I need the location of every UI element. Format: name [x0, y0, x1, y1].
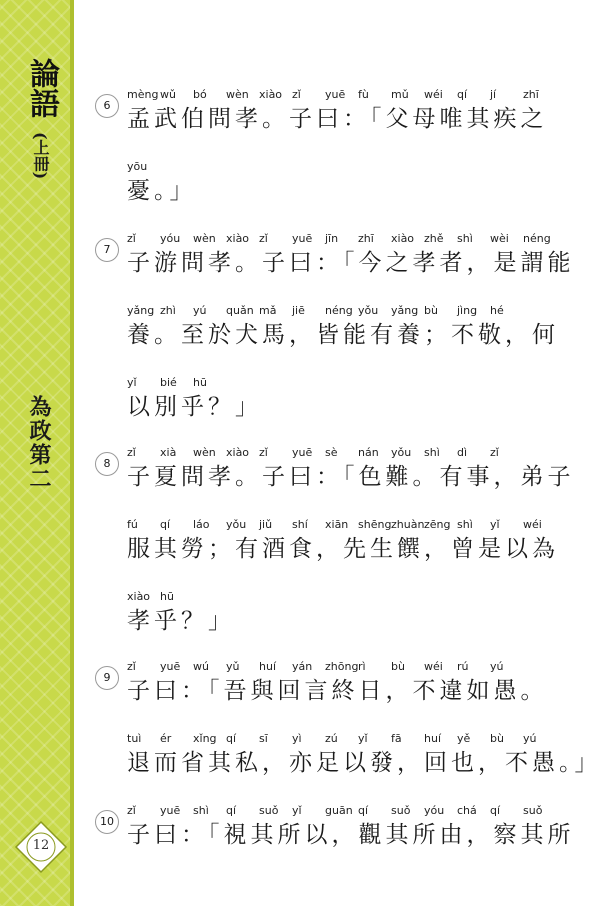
- pinyin-row: [127, 232, 587, 248]
- pinyin-syllable: zēng: [424, 518, 451, 531]
- pinyin-syllable: wèi: [490, 232, 509, 245]
- pinyin-row: [127, 732, 587, 748]
- pinyin-syllable: mèng: [127, 88, 159, 101]
- pinyin-syllable: zhī: [523, 88, 539, 101]
- pinyin-syllable: yě: [457, 732, 471, 745]
- pinyin-syllable: tuì: [127, 732, 142, 745]
- content-area: [95, 0, 602, 906]
- pinyin-syllable: wéi: [424, 88, 443, 101]
- pinyin-syllable: yōu: [127, 160, 148, 173]
- pinyin-syllable: suǒ: [391, 804, 411, 817]
- pinyin-syllable: sè: [325, 446, 338, 459]
- pinyin-syllable: guān: [325, 804, 353, 817]
- pinyin-syllable: qí: [457, 88, 468, 101]
- pinyin-syllable: zhě: [424, 232, 444, 245]
- pinyin-syllable: wéi: [523, 518, 542, 531]
- pinyin-syllable: yǎng: [127, 304, 155, 317]
- pinyin-syllable: hé: [490, 304, 504, 317]
- pinyin-syllable: wèn: [193, 446, 216, 459]
- pinyin-syllable: yǐ: [358, 732, 368, 745]
- pinyin-syllable: hū: [160, 590, 174, 603]
- pinyin-row: [127, 304, 587, 320]
- pinyin-syllable: qí: [226, 732, 237, 745]
- chapter-title: 為政第二: [26, 395, 52, 491]
- pinyin-syllable: shì: [457, 232, 473, 245]
- pinyin-syllable: hū: [193, 376, 207, 389]
- pinyin-syllable: néng: [325, 304, 353, 317]
- pinyin-syllable: sī: [259, 732, 268, 745]
- chinese-text: 憂。」: [127, 178, 197, 204]
- pinyin-syllable: zǐ: [490, 446, 499, 459]
- pinyin-syllable: shì: [424, 446, 440, 459]
- pinyin-syllable: qí: [226, 804, 237, 817]
- pinyin-row: [127, 660, 587, 676]
- pinyin-syllable: bù: [391, 660, 405, 673]
- pinyin-syllable: zhuàn: [391, 518, 425, 531]
- pinyin-syllable: yǒu: [391, 446, 412, 459]
- chinese-text: 服其勞；有酒食，先生饌，曾是以為: [127, 536, 559, 562]
- pinyin-syllable: wèn: [193, 232, 216, 245]
- pinyin-syllable: quǎn: [226, 304, 254, 317]
- page-number: 12: [32, 838, 50, 853]
- pinyin-syllable: mǔ: [391, 88, 409, 101]
- pinyin-syllable: rú: [457, 660, 469, 673]
- pinyin-syllable: yì: [292, 732, 302, 745]
- pinyin-syllable: zhōng: [325, 660, 359, 673]
- pinyin-row: [127, 88, 587, 104]
- pinyin-syllable: fú: [127, 518, 138, 531]
- pinyin-syllable: néng: [523, 232, 551, 245]
- pinyin-syllable: yuē: [160, 660, 181, 673]
- pinyin-syllable: jìng: [457, 304, 478, 317]
- pinyin-row: [127, 376, 587, 392]
- volume-label: (上冊): [31, 132, 50, 180]
- pinyin-syllable: yú: [490, 660, 504, 673]
- pinyin-syllable: suǒ: [259, 804, 279, 817]
- pinyin-syllable: láo: [193, 518, 210, 531]
- pinyin-syllable: zú: [325, 732, 338, 745]
- pinyin-syllable: xiào: [259, 88, 283, 101]
- pinyin-syllable: yuē: [292, 232, 313, 245]
- pinyin-syllable: huí: [424, 732, 441, 745]
- pinyin-syllable: jiǔ: [259, 518, 273, 531]
- pinyin-syllable: shēng: [358, 518, 392, 531]
- pinyin-syllable: zǐ: [127, 232, 136, 245]
- pinyin-syllable: yuē: [325, 88, 346, 101]
- pinyin-syllable: yuē: [292, 446, 313, 459]
- chinese-text: 子曰：「視其所以，觀其所由，察其所: [127, 822, 575, 848]
- chinese-text: 子夏問孝。子曰：「色難。有事，弟子: [127, 464, 575, 490]
- pinyin-syllable: yǒu: [226, 518, 247, 531]
- passage-number: 6: [95, 94, 119, 118]
- pinyin-row: [127, 446, 587, 462]
- chinese-text: 孟武伯問孝。子曰：「父母唯其疾之: [127, 106, 548, 132]
- pinyin-syllable: qí: [490, 804, 501, 817]
- pinyin-syllable: zhì: [160, 304, 176, 317]
- pinyin-syllable: zǐ: [127, 804, 136, 817]
- pinyin-syllable: zhī: [358, 232, 374, 245]
- pinyin-syllable: wú: [193, 660, 209, 673]
- pinyin-syllable: yú: [193, 304, 207, 317]
- pinyin-syllable: yǐ: [127, 376, 137, 389]
- pinyin-syllable: xǐng: [193, 732, 217, 745]
- pinyin-syllable: bó: [193, 88, 207, 101]
- pinyin-syllable: zǐ: [127, 446, 136, 459]
- pinyin-syllable: jiē: [292, 304, 305, 317]
- chinese-text: 孝乎？」: [127, 608, 235, 634]
- pinyin-syllable: yú: [523, 732, 537, 745]
- pinyin-syllable: wèn: [226, 88, 249, 101]
- pinyin-syllable: jīn: [325, 232, 339, 245]
- band-edge: [70, 0, 74, 906]
- pinyin-row: [127, 804, 587, 820]
- pinyin-syllable: bù: [490, 732, 504, 745]
- pinyin-syllable: fù: [358, 88, 369, 101]
- pinyin-syllable: xiào: [226, 446, 250, 459]
- pinyin-syllable: qí: [358, 804, 369, 817]
- pinyin-syllable: yóu: [424, 804, 445, 817]
- pinyin-syllable: suǒ: [523, 804, 543, 817]
- pinyin-syllable: yán: [292, 660, 313, 673]
- pinyin-syllable: shí: [292, 518, 308, 531]
- pinyin-syllable: yǒu: [358, 304, 379, 317]
- pinyin-syllable: xiào: [127, 590, 151, 603]
- pinyin-syllable: xiào: [226, 232, 250, 245]
- pinyin-syllable: fā: [391, 732, 402, 745]
- pinyin-syllable: mǎ: [259, 304, 277, 317]
- pinyin-syllable: zǐ: [292, 88, 301, 101]
- pinyin-syllable: ér: [160, 732, 172, 745]
- passage-number: 7: [95, 238, 119, 262]
- pinyin-syllable: zǐ: [259, 446, 268, 459]
- chinese-text: 子曰：「吾與回言終日，不違如愚。: [127, 678, 548, 704]
- pinyin-syllable: jí: [490, 88, 497, 101]
- pinyin-syllable: yuē: [160, 804, 181, 817]
- pinyin-syllable: bù: [424, 304, 438, 317]
- chinese-text: 子游問孝。子曰：「今之孝者，是謂能: [127, 250, 575, 276]
- pinyin-syllable: bié: [160, 376, 177, 389]
- passage-number: 9: [95, 666, 119, 690]
- pinyin-syllable: rì: [358, 660, 366, 673]
- pinyin-syllable: dì: [457, 446, 468, 459]
- pinyin-syllable: qí: [160, 518, 171, 531]
- chinese-text: 以別乎？」: [127, 394, 262, 420]
- passage-number: 8: [95, 452, 119, 476]
- pinyin-syllable: huí: [259, 660, 276, 673]
- pinyin-syllable: shì: [457, 518, 473, 531]
- pinyin-syllable: yǔ: [226, 660, 240, 673]
- pinyin-syllable: shì: [193, 804, 209, 817]
- pinyin-syllable: xiào: [391, 232, 415, 245]
- pinyin-syllable: wǔ: [160, 88, 176, 101]
- pinyin-syllable: yóu: [160, 232, 181, 245]
- passage-number: 10: [95, 810, 119, 834]
- chinese-text: 養。至於犬馬，皆能有養；不敬，何: [127, 322, 559, 348]
- pinyin-syllable: chá: [457, 804, 477, 817]
- pinyin-row: [127, 590, 587, 606]
- pinyin-syllable: wéi: [424, 660, 443, 673]
- pinyin-syllable: yǐ: [292, 804, 302, 817]
- pinyin-syllable: zǐ: [259, 232, 268, 245]
- pinyin-row: [127, 160, 587, 176]
- book-title: 論語: [24, 58, 59, 118]
- pinyin-syllable: nán: [358, 446, 379, 459]
- chinese-text: 退而省其私，亦足以發，回也，不愚。」: [127, 750, 602, 776]
- pinyin-syllable: xiān: [325, 518, 349, 531]
- pinyin-syllable: xià: [160, 446, 177, 459]
- pinyin-row: [127, 518, 587, 534]
- pinyin-syllable: yǐ: [490, 518, 500, 531]
- pinyin-syllable: yǎng: [391, 304, 419, 317]
- pinyin-syllable: zǐ: [127, 660, 136, 673]
